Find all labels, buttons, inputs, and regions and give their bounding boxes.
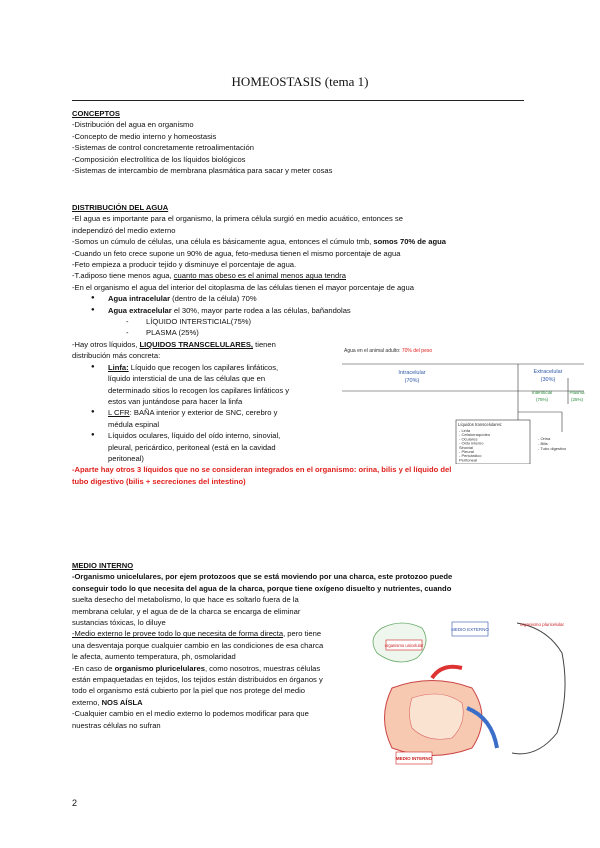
fig1-intra-label: Intracelular xyxy=(398,370,426,376)
paragraph-line: pleural, pericárdico, peritoneal (está en la cavidad xyxy=(108,442,276,452)
page-title: HOMEOSTASIS (tema 1) xyxy=(231,74,369,89)
conceptos-section xyxy=(72,108,332,176)
paragraph-line: distribución más concreta: xyxy=(72,351,161,361)
title-divider xyxy=(72,100,524,101)
red-note-line: tubo digestivo (bilis + secreciones del intestino) xyxy=(72,476,246,486)
fig1-plasma-pct: (25%) xyxy=(570,397,584,402)
fig1-extra-label: Extracelular xyxy=(533,369,563,375)
paragraph-line: suelta desecho del metabolismo, lo que hace es soltarlo fuera de la xyxy=(72,595,299,605)
bullet-linfa: ● Linfa: Líquido que recogen los capilares linfáticos, xyxy=(108,362,451,373)
paragraph-line: independizó del medio externo xyxy=(72,225,176,235)
conceptos-item: -Concepto de medio interno y homeostasis xyxy=(72,131,217,141)
red-note-line: -Aparte hay otros 3 líquidos que no se consideran integrados en el organismo: orina, bilis y el líquido del xyxy=(72,465,452,475)
paragraph-line: -En caso de organismo pluricelulares, como nosotros, muestras células xyxy=(72,663,321,673)
transcelular-item: Sinovial xyxy=(459,444,474,450)
paragraph-line: -Organismo unicelulares, por ejem protozoos que se está moviendo por una charca, este protozoo puede xyxy=(72,572,453,582)
paragraph-line: peritoneal) xyxy=(108,453,144,463)
pluricelular-label: organismo pluricelular xyxy=(519,622,565,627)
transcelular-item: Peritoneal xyxy=(459,457,478,463)
paragraph-line: -En el organismo el agua del interior del citoplasma de las células tienen el mayor porcentaje de agua xyxy=(72,282,414,292)
paragraph-line: -Hay otros líquidos, LIQUIDOS TRANSCELULARES, tienen xyxy=(72,339,276,349)
paragraph-line: médula espinal xyxy=(108,419,160,429)
paragraph-line: -Somos un cúmulo de células, una célula es básicamente agua, entonces el cúmulo tmb, somos 70% de agua xyxy=(72,237,446,247)
conceptos-item: -Composición electrolítica de los líquidos biológicos xyxy=(72,154,246,164)
medio-externo-label: MEDIO EXTERNO xyxy=(451,627,489,632)
bullet-extracelular: ● Agua extracelular el 30%, mayor parte rodea a las células, bañandolas xyxy=(108,305,451,316)
vessel-red xyxy=(432,667,462,678)
paragraph-line: estos van juntándose para hacer la linfa xyxy=(108,396,243,406)
paragraph-line: -T.adiposo tiene menos agua, cuanto mas obeso es el animal menos agua tendra xyxy=(72,271,346,281)
conceptos-item: -Sistemas de control concretamente retroalimentación xyxy=(72,143,254,153)
paragraph-line: conseguir todo lo que necesita del agua de la charca, porque tiene oxígeno disuelto y nutrientes, cuando xyxy=(72,583,452,593)
transcelular-item: - Linfa xyxy=(459,428,471,433)
paragraph-line: nuestras células no sufran xyxy=(72,720,161,730)
fig1-extra-pct: (30%) xyxy=(540,377,556,383)
paragraph-line: determinado sitios lo recogen los capilares linfáticos y xyxy=(108,385,290,395)
conceptos-heading: CONCEPTOS xyxy=(72,109,120,118)
conceptos-item: -Distribución del agua en organismo xyxy=(72,120,194,130)
bullet-lcr: ● L CFR: BAÑA interior y exterior de SNC, cerebro y xyxy=(108,407,451,418)
paragraph-line: externo, NOS AÍSLA xyxy=(72,697,143,707)
paragraph-line: -Medio externo le provee todo lo que necesita de forma directa, pero tiene xyxy=(72,629,322,639)
paragraph-line: -Cuando un feto crece supone un 90% de agua, feto-medusa tienen el mismo porcentaje de agua xyxy=(72,248,401,258)
paragraph-line: líquido intersticial de una de las células que en xyxy=(108,374,266,384)
dash-plasma: - PLASMA (25%) xyxy=(146,327,451,338)
medio-interno-figure xyxy=(372,618,572,768)
paragraph-line: una desventaja porque cualquier cambio en las condiciones de esa charca xyxy=(72,640,324,650)
paragraph-line: -El agua es importante para el organismo, la primera célula surgió en medio acuático, entonces se xyxy=(72,214,403,224)
paragraph-line: -Feto empieza a producir tejido y disminuye el porcentaje de agua. xyxy=(72,260,297,270)
fig1-inter-pct: (75%) xyxy=(535,397,549,402)
water-distribution-figure xyxy=(342,344,588,464)
transcelular-item: - Cefalorraquídeo xyxy=(459,432,491,438)
other-liquid-item: - Tubo digestivo xyxy=(538,446,567,451)
pluricelular-outline xyxy=(512,623,565,754)
unicelular-label: organismo unicelular xyxy=(384,643,424,648)
paragraph-line: -Cualquier cambio en el medio externo lo podemos modificar para que xyxy=(72,709,309,719)
conceptos-item: -Sistemas de intercambio de membrana plasmática para sacar y meter cosas xyxy=(72,166,333,176)
transcelular-item: - Oído interno xyxy=(459,440,484,446)
other-liquid-item: - Bilis xyxy=(538,441,548,446)
paragraph-line: sustancias tóxicas, lo diluye xyxy=(72,618,166,628)
other-liquid-item: - Orina xyxy=(538,436,551,441)
medio-heading: MEDIO INTERNO xyxy=(72,561,134,570)
medio-interno-label: MEDIO INTERNO xyxy=(395,756,433,761)
bullet-liquidos: ● Líquidos oculares, líquido del oído interno, sinovial, xyxy=(108,430,451,441)
paragraph-line: membrana celular, y el agua de de la charca se encarga de eliminar xyxy=(72,606,301,616)
distribucion-heading: DISTRIBUCIÓN DEL AGUA xyxy=(72,203,169,212)
fig1-plasma-label: Plasma xyxy=(569,390,585,395)
transcelular-item: - Oculares xyxy=(459,436,478,442)
transcelular-item: - Pericárdico xyxy=(459,453,482,459)
bullet-intracelular: ● Agua intracelular (dentro de la célula) 70% xyxy=(108,293,451,304)
paragraph-line: están empaquetadas en tejidos, los tejidos están distribuidos en órganos y xyxy=(72,675,323,685)
fig1-caption: Agua en el animal adulto: 70% del peso xyxy=(344,348,433,354)
paragraph-line: todo el organismo está cubierto por la piel que nos protege del medio xyxy=(72,686,306,696)
tissue-inner xyxy=(410,694,464,739)
fig1-inter-label: Intersticial xyxy=(531,390,553,395)
dash-intersticial: - LÍQUIDO INTERSTICIAL(75%) xyxy=(146,316,451,327)
page-number: 2 xyxy=(72,798,78,808)
transcelular-item: - Pleural xyxy=(459,449,474,454)
fig1-intra-pct: (70%) xyxy=(404,378,420,384)
transcelular-title: Líquidos transcelulares: xyxy=(458,422,503,427)
paragraph-line: le afecta, aumento temperatura, ph, osmolaridad xyxy=(72,652,236,662)
